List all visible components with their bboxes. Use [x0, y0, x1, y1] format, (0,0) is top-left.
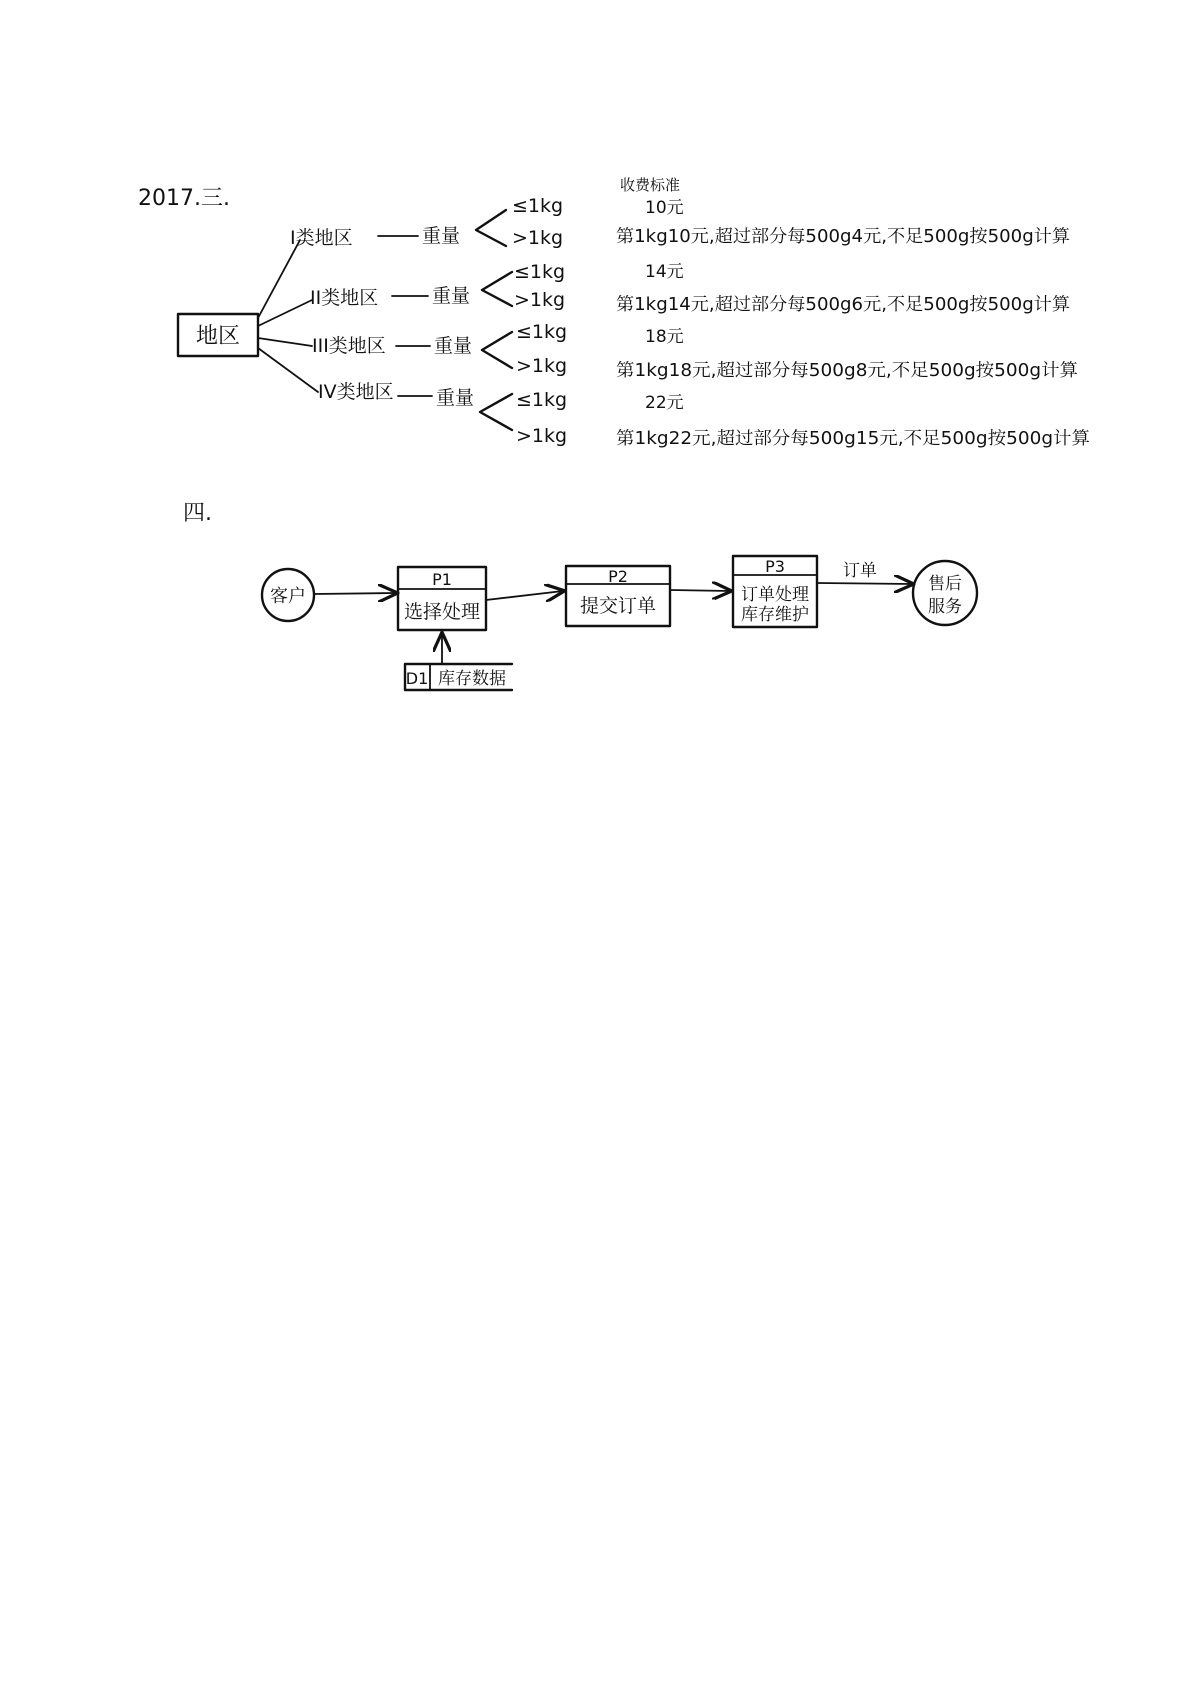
le-label: ≤1kg: [512, 195, 564, 217]
region-label: II类地区: [310, 287, 379, 309]
flow-p1-to-p2: [486, 591, 563, 600]
price-le: 14元: [645, 262, 684, 282]
price-gt: 第1kg18元,超过部分每500g8元,不足500g按500g计算: [616, 361, 1054, 381]
section3-heading: 2017.三.: [138, 186, 230, 211]
flow-customer-to-p1: [314, 593, 396, 594]
store-id: D1: [405, 669, 429, 688]
process-p1: [398, 567, 486, 630]
process-p3: [733, 556, 817, 627]
price-gt: 第1kg14元,超过部分每500g6元,不足500g按500g计算: [616, 295, 1054, 315]
branch-line-3: [258, 338, 312, 346]
after-sales-line1: 售后: [928, 574, 962, 594]
branch-line-4: [258, 348, 318, 392]
split-bracket: [482, 332, 512, 368]
price-le: 22元: [645, 393, 684, 413]
p2-id: P2: [608, 567, 628, 586]
le-label: ≤1kg: [516, 321, 568, 343]
branch-3: [312, 321, 1078, 381]
gt-label: >1kg: [516, 355, 568, 377]
region-label: I类地区: [290, 227, 353, 249]
split-bracket: [476, 210, 506, 246]
split-bracket: [480, 394, 512, 430]
branch-1: [290, 195, 1070, 249]
price-gt: 第1kg22元,超过部分每500g15元,不足500g按500g计算: [616, 429, 1066, 449]
flow-p2-to-p3: [670, 590, 730, 591]
p3-name-line1: 订单处理: [741, 585, 809, 605]
p2-name: 提交订单: [579, 595, 657, 617]
branch-line-1: [258, 240, 300, 318]
root-node-label: 地区: [195, 324, 241, 349]
after-sales-line2: 服务: [928, 597, 962, 617]
data-store-d1: [405, 664, 512, 690]
p1-id: P1: [432, 570, 452, 589]
gt-label: >1kg: [516, 425, 568, 447]
weight-label: 重量: [432, 285, 471, 307]
region-label: III类地区: [312, 335, 386, 357]
price-le: 10元: [645, 198, 684, 218]
branch-4: [318, 381, 1090, 449]
weight-label: 重量: [434, 335, 473, 357]
gt-label: >1kg: [514, 289, 566, 311]
le-label: ≤1kg: [516, 389, 568, 411]
flow-label-order: 订单: [843, 561, 877, 581]
price-column-header: 收费标准: [620, 176, 681, 194]
price-le: 18元: [645, 327, 684, 347]
p3-name-line2: 库存维护: [741, 605, 809, 625]
gt-label: >1kg: [512, 227, 564, 249]
process-p2: [566, 566, 670, 626]
customer-label: 客户: [270, 586, 306, 607]
weight-label: 重量: [422, 225, 461, 247]
split-bracket: [482, 272, 512, 306]
store-name: 库存数据: [438, 669, 506, 689]
flow-p3-to-after-sales: [817, 583, 912, 584]
le-label: ≤1kg: [514, 261, 566, 283]
p1-name: 选择处理: [403, 601, 481, 623]
region-label: IV类地区: [318, 381, 394, 403]
p3-id: P3: [765, 557, 785, 576]
section4-heading: 四.: [183, 501, 212, 526]
price-gt: 第1kg10元,超过部分每500g4元,不足500g按500g计算: [616, 227, 1054, 247]
weight-label: 重量: [436, 387, 475, 409]
branch-2: [310, 261, 1070, 315]
